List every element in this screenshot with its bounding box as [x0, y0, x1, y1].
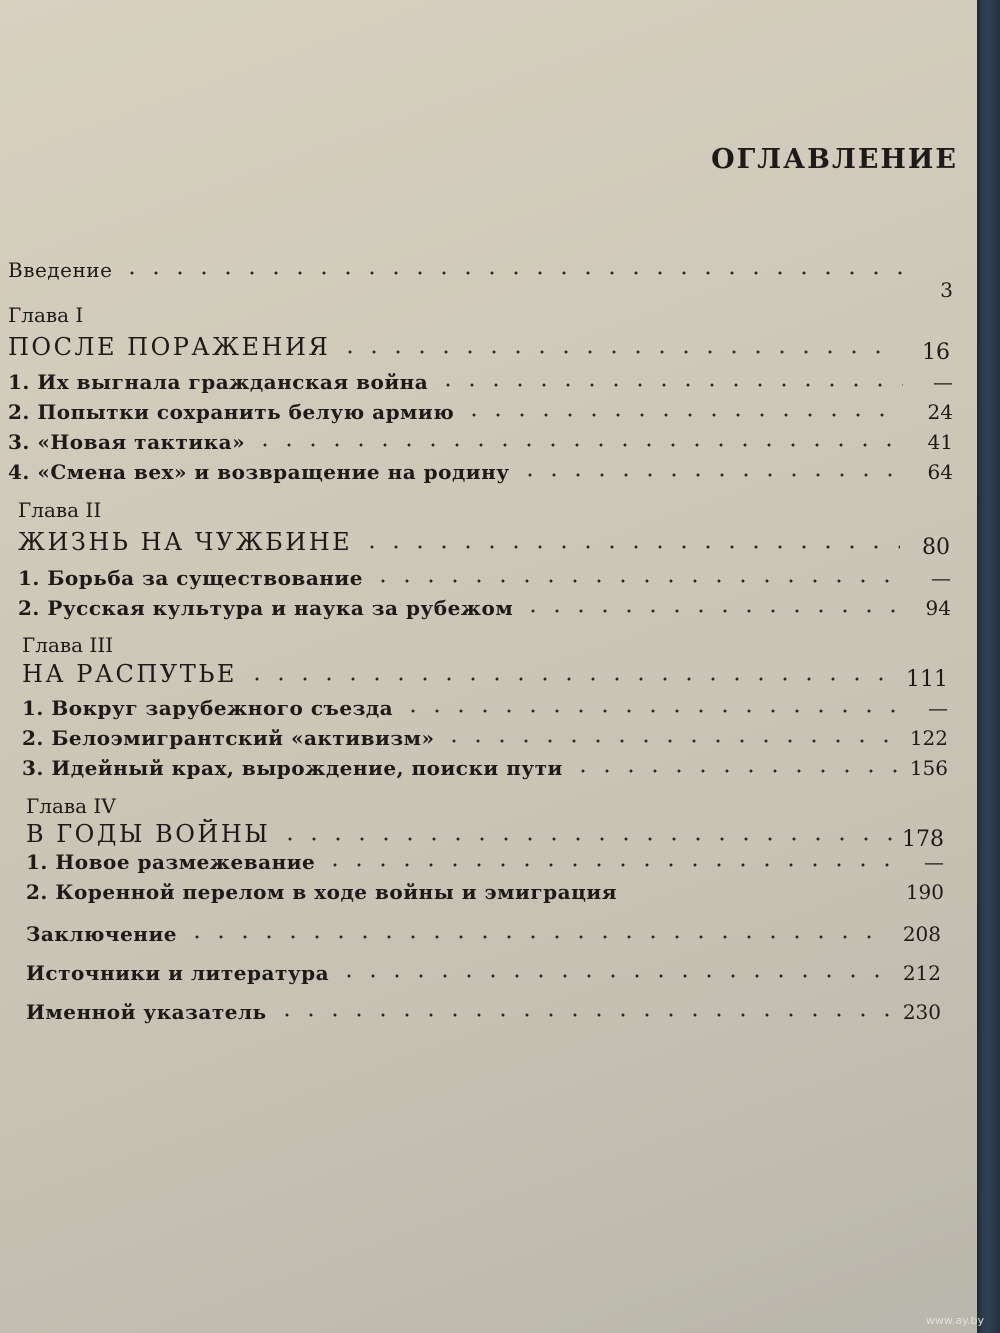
entry-page: 3	[940, 278, 953, 302]
leader-dots	[518, 472, 903, 478]
section-label: 3. «Новая тактика»	[8, 430, 246, 454]
leader-dots	[571, 768, 898, 774]
section-label: 1. Вокруг зарубежного съезда	[22, 696, 394, 720]
toc-entry-intro	[8, 258, 953, 302]
entry-page: 208	[902, 922, 941, 946]
chapter-page: 111	[906, 667, 948, 692]
section-label: 1. Их выгнала гражданская война	[8, 370, 429, 394]
watermark: www.ay.by	[925, 1314, 984, 1327]
chapter-number: Глава I	[8, 303, 84, 327]
section-page: 156	[909, 756, 948, 780]
section-page: —	[933, 370, 953, 394]
chapter-page: 16	[922, 340, 950, 365]
section-page: —	[931, 566, 951, 590]
chapter-title-row	[26, 820, 944, 852]
chapter-page: 178	[902, 827, 944, 852]
toc-section	[22, 696, 948, 720]
entry-page: 212	[902, 961, 941, 985]
leader-dots	[245, 676, 896, 682]
toc-section	[22, 726, 948, 750]
section-label: 3. Идейный крах, вырождение, поиски пути	[22, 756, 563, 780]
section-label: 2. Попытки сохранить белую армию	[8, 400, 455, 424]
entry-label: Источники и литература	[26, 961, 330, 985]
toc-section	[18, 566, 951, 590]
chapter-title: ПОСЛЕ ПОРАЖЕНИЯ	[8, 333, 331, 361]
toc-heading: ОГЛАВЛЕНИЕ	[711, 144, 958, 175]
section-page: 190	[905, 880, 944, 904]
chapter-number: Глава IV	[26, 794, 116, 818]
chapter-title: НА РАСПУТЬЕ	[22, 660, 237, 688]
leader-dots	[253, 442, 903, 448]
section-label: 2. Русская культура и наука за рубежом	[18, 596, 514, 620]
toc-section	[26, 880, 944, 904]
chapter-number: Глава III	[22, 633, 114, 657]
toc-section	[8, 400, 953, 424]
leader-dots	[442, 738, 898, 744]
section-page: 41	[927, 430, 953, 454]
entry-label: Введение	[8, 258, 113, 282]
leader-dots	[278, 836, 892, 842]
chapter-title: В ГОДЫ ВОЙНЫ	[26, 820, 271, 848]
leader-dots	[338, 349, 900, 355]
section-page: —	[928, 696, 948, 720]
entry-label: Заключение	[26, 922, 177, 946]
toc-section	[8, 370, 953, 394]
section-label: 1. Новое размежевание	[26, 850, 316, 874]
toc-entry-index	[26, 1000, 941, 1024]
leader-dots	[337, 973, 891, 979]
leader-dots	[521, 608, 901, 614]
toc-section	[22, 756, 948, 780]
section-page: 122	[909, 726, 948, 750]
chapter-title-row	[22, 660, 948, 692]
chapter-number: Глава II	[18, 498, 102, 522]
section-page: —	[924, 850, 944, 874]
toc-entry-sources	[26, 961, 941, 985]
leader-dots	[185, 934, 891, 940]
leader-dots	[360, 544, 900, 550]
leader-dots	[401, 708, 898, 714]
section-page: 94	[925, 596, 951, 620]
leader-dots	[323, 862, 894, 868]
toc-section	[26, 850, 944, 874]
leader-dots	[371, 578, 901, 584]
entry-label: Именной указатель	[26, 1000, 267, 1024]
chapter-title: ЖИЗНЬ НА ЧУЖБИНЕ	[18, 528, 353, 556]
toc-section	[8, 460, 953, 484]
chapter-title-row	[8, 333, 950, 365]
leader-dots	[462, 412, 903, 418]
entry-page: 230	[902, 1000, 941, 1024]
toc-section	[18, 596, 951, 620]
chapter-title-row	[18, 528, 950, 560]
leader-dots	[436, 382, 903, 388]
section-label: 2. Коренной перелом в ходе войны и эмиграция	[26, 880, 617, 904]
section-label: 1. Борьба за существование	[18, 566, 363, 590]
chapter-page: 80	[922, 535, 950, 560]
toc-section	[8, 430, 953, 454]
leader-dots	[120, 270, 903, 276]
leader-dots	[275, 1012, 891, 1018]
section-page: 24	[927, 400, 953, 424]
section-label: 2. Белоэмигрантский «активизм»	[22, 726, 435, 750]
section-label: 4. «Смена вех» и возвращение на родину	[8, 460, 510, 484]
toc-entry-conclusion	[26, 922, 941, 946]
section-page: 64	[927, 460, 953, 484]
